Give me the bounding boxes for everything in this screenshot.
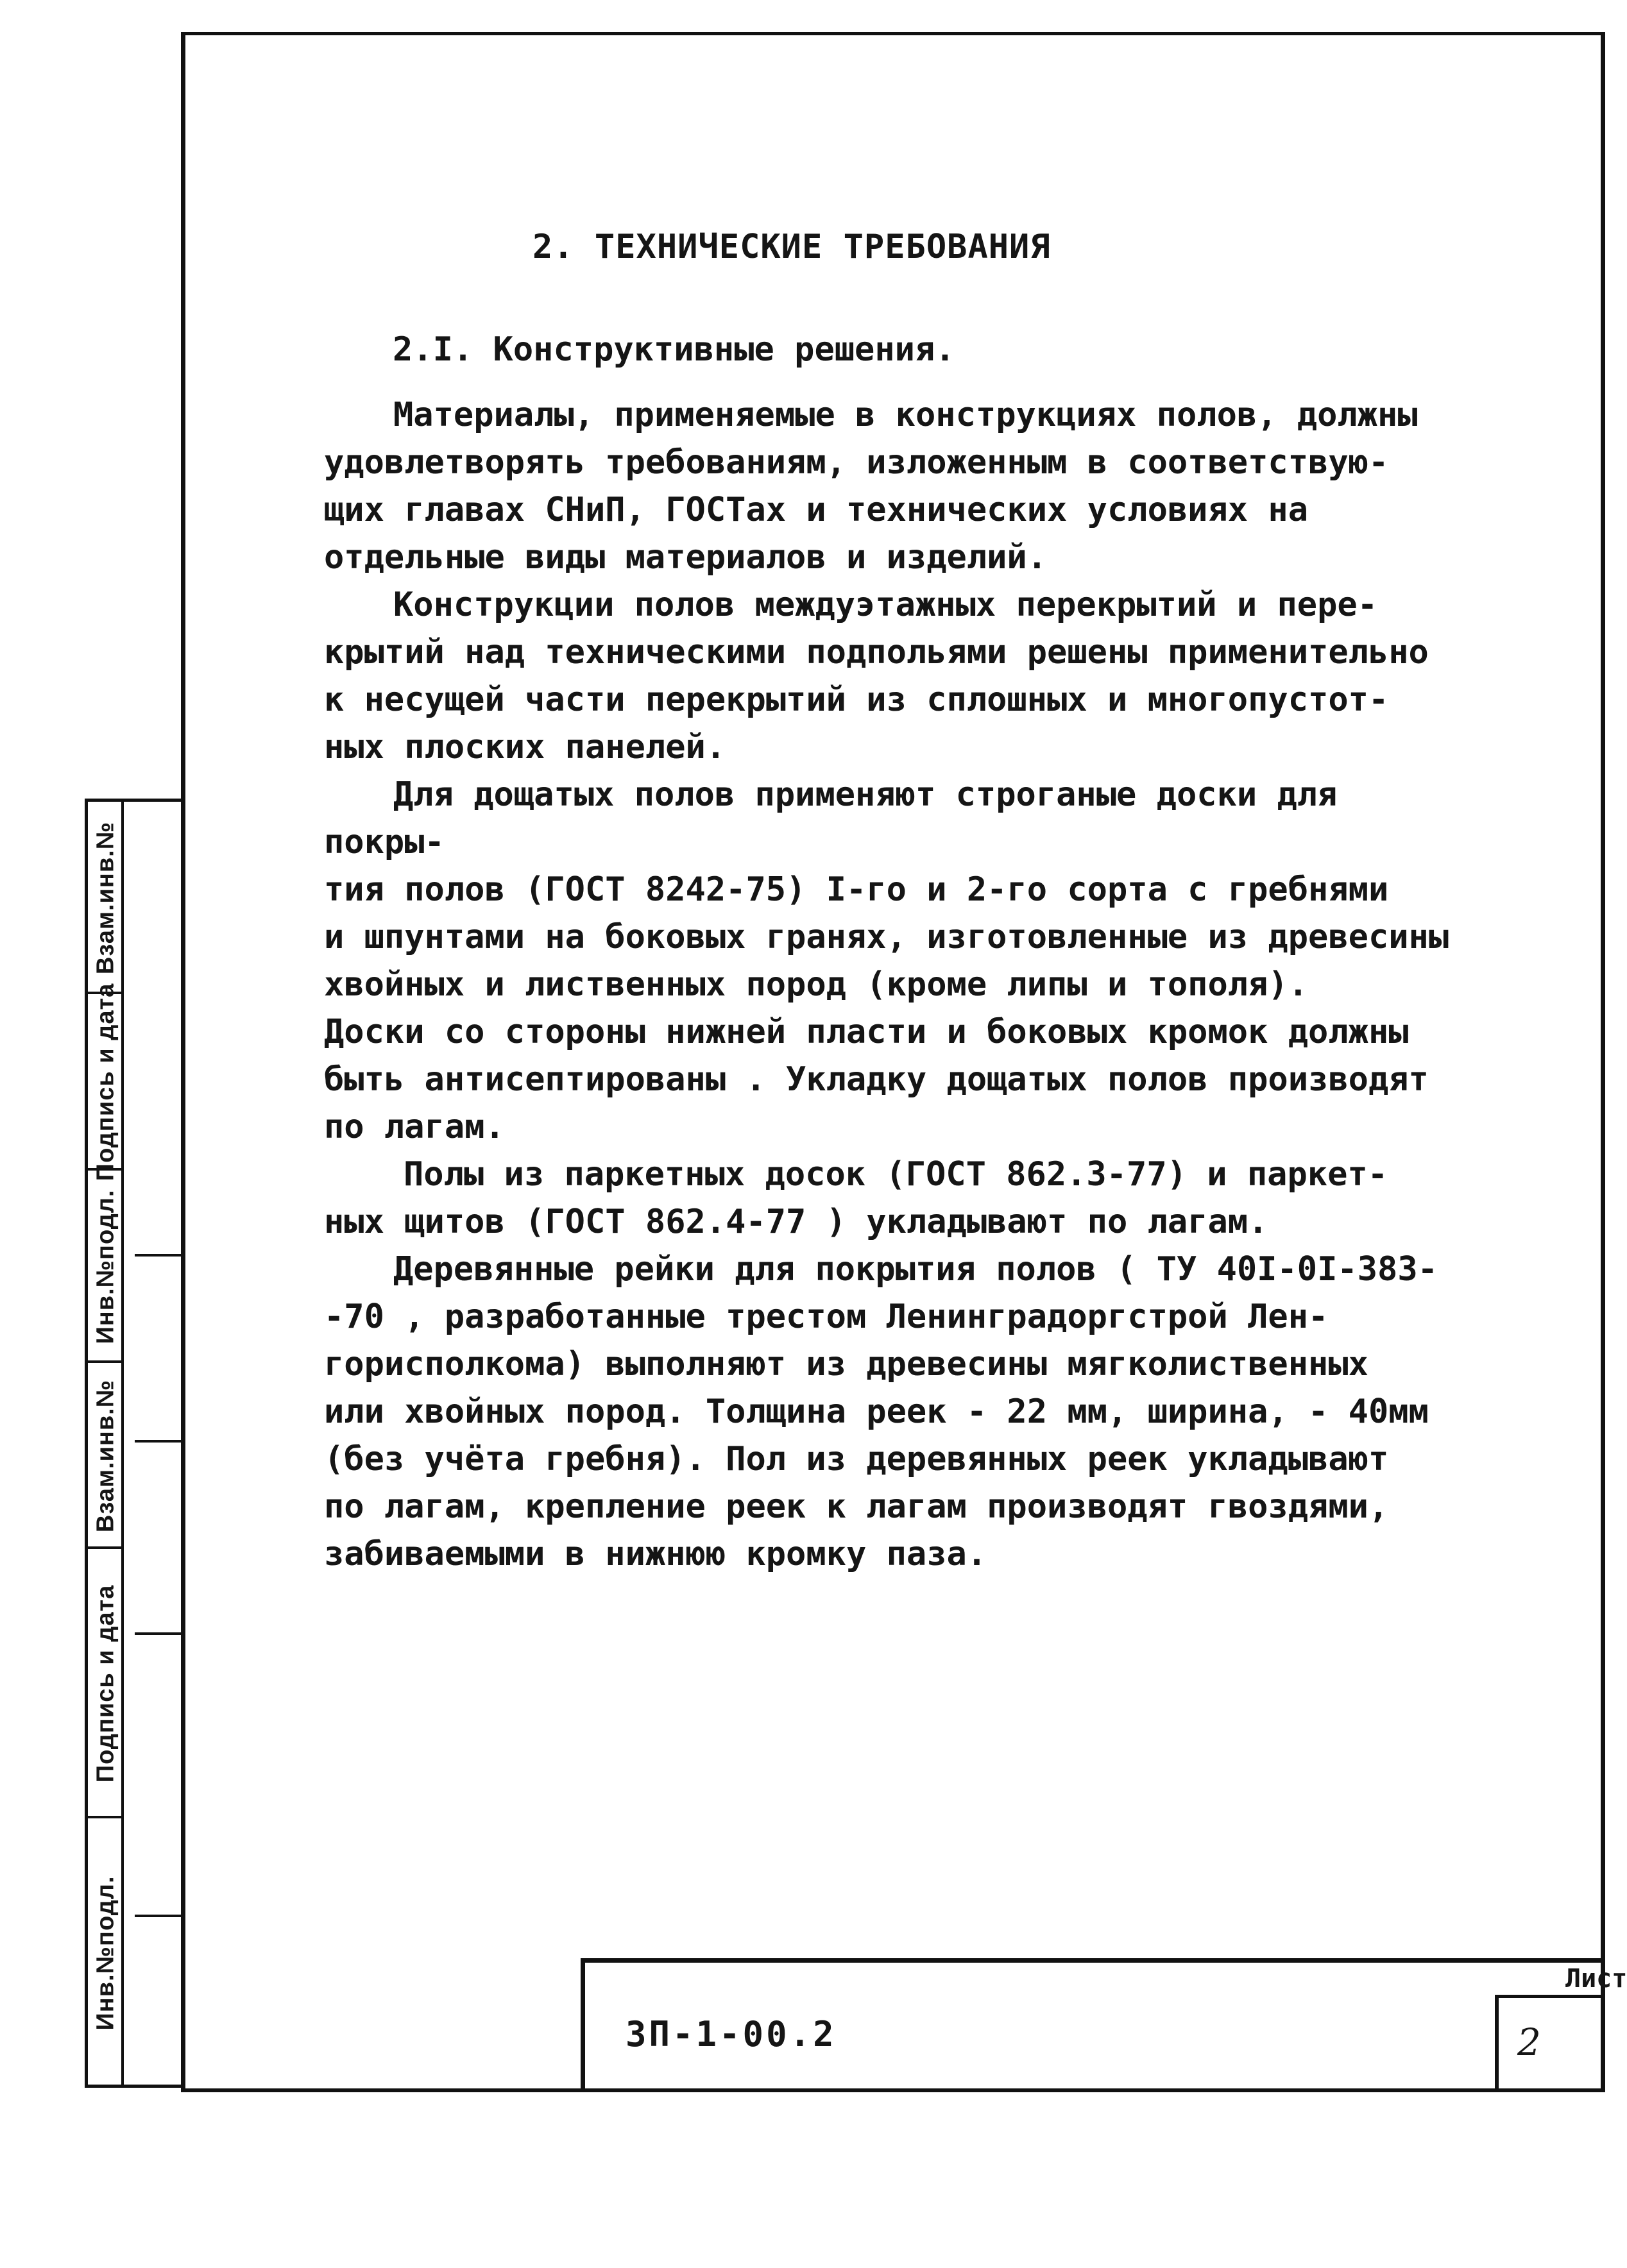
stamp-label-column <box>88 802 124 2085</box>
stamp-cell <box>88 1549 124 1818</box>
stamp-divider <box>135 1440 181 1443</box>
paragraph-plank-floors: Для дощатых полов применяют строганые доски для покры- тия полов (ГОСТ 8242-75) I-го и 2-го сорта с гребнями и шпунтами на боковых гранях, изготовленные из древесины хвойных и лиственных пород (кроме липы и тополя). <box>324 775 1449 1004</box>
subsection-heading: 2.I. Конструктивные решения. <box>393 330 955 369</box>
sheet-number-box <box>1495 1995 1605 2092</box>
sheet-label: Лист <box>1565 1964 1627 1993</box>
paragraph-materials: Материалы, применяемые в конструкциях полов, должны удовлетворять требованиям, изложенным в соответствую- щих главах СНиП, ГОСТах и технических условиях на отдельные виды материалов и изделий. <box>324 396 1418 577</box>
stamp-divider <box>135 799 181 801</box>
stamp-divider <box>135 1915 181 1917</box>
section-heading: 2. ТЕХНИЧЕСКИЕ ТРЕБОВАНИЯ <box>532 228 1051 266</box>
stamp-label-original-inv-2: Инв.№подл. <box>92 1875 119 2031</box>
stamp-cell <box>88 1171 124 1363</box>
sheet-number: 2 <box>1517 2020 1541 2064</box>
approval-stamp-strip <box>85 799 181 2088</box>
paragraph-wooden-strips: Деревянные рейки для покрытия полов ( ТУ 40I-0I-383- -70 , разработанные трестом Ленинградоргстрой Лен- горисполкома) выполняют из древесины мягколиственных или хвойных пород. Толщина реек - 22 мм, ширина, - 40мм (без учёта гребня). Пол из деревянных реек укладывают по лагам, крепление реек к лагам производят гвоздями, забиваемыми в нижнюю кромку паза. <box>324 1250 1438 1573</box>
stamp-cell <box>88 802 124 994</box>
stamp-label-replacement-inv: Взам.инв.№ <box>92 821 119 975</box>
paragraph-floor-structures: Конструкции полов междуэтажных перекрытий и пере- крытий над техническими подпольями решены применительно к несущей части перекрытий из сплошных и многопустот- ных плоских панелей. <box>324 586 1429 766</box>
stamp-divider <box>135 1632 181 1635</box>
paragraph-antiseptic: Доски со стороны нижней пласти и боковых кромок должны быть антисептированы . Укладку дощатых полов производят по лагам. <box>324 1013 1429 1146</box>
stamp-label-original-inv: Инв.№подл. <box>92 1189 119 1344</box>
stamp-label-replacement-inv-2: Взам.инв.№ <box>92 1379 119 1533</box>
paragraph-parquet: Полы из паркетных досок (ГОСТ 862.3-77) и паркет- ных щитов (ГОСТ 862.4-77 ) укладывают по лагам. <box>324 1155 1388 1241</box>
stamp-cell <box>88 1363 124 1549</box>
stamp-label-signature-date: Подпись и дата <box>92 983 119 1181</box>
document-code: ЗП-1-00.2 <box>626 2014 837 2054</box>
stamp-divider <box>135 1254 181 1257</box>
stamp-label-signature-date-2: Подпись и дата <box>92 1584 119 1783</box>
stamp-cell <box>88 983 124 1181</box>
document-body <box>324 391 1466 1578</box>
stamp-cell <box>88 1818 124 2088</box>
